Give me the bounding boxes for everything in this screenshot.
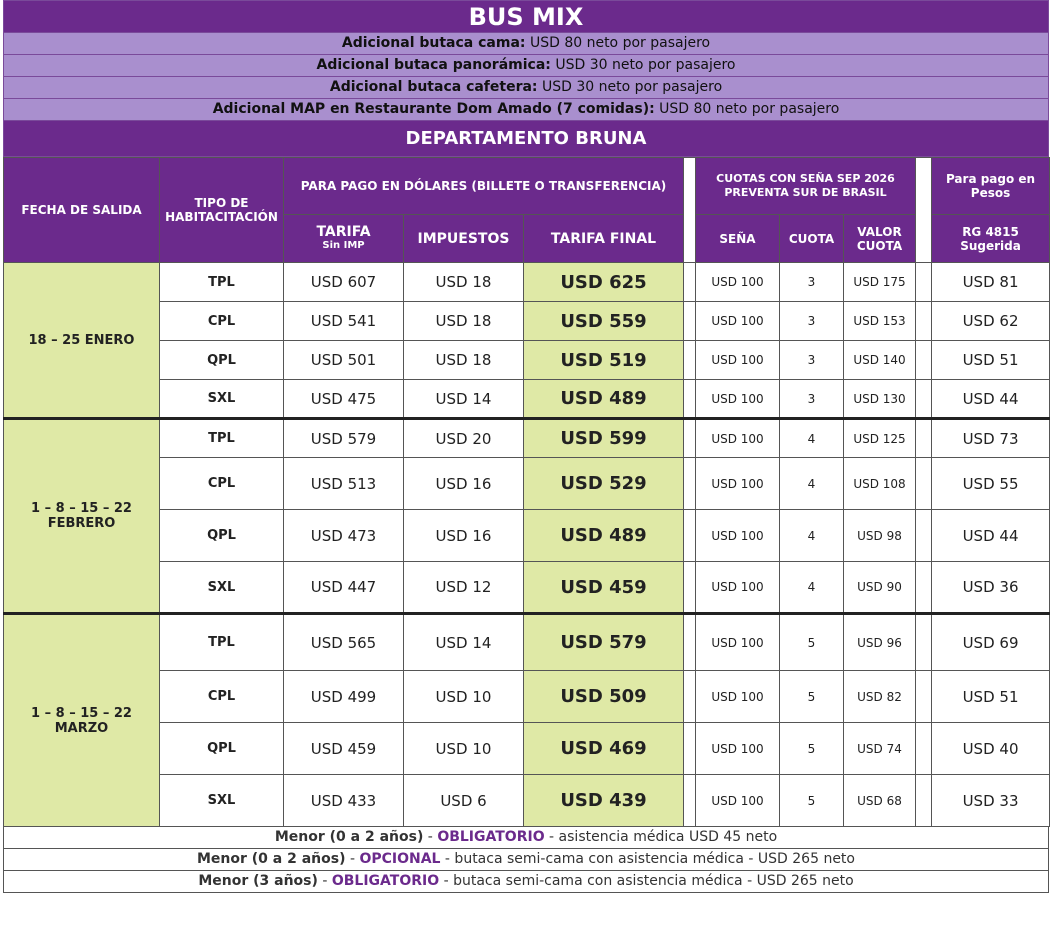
table-row bbox=[4, 671, 1050, 723]
room-type-cell: QPL bbox=[160, 341, 284, 380]
table-row bbox=[4, 723, 1050, 775]
tarifa-cell: USD 499 bbox=[284, 671, 404, 723]
tarifa-cell: USD 433 bbox=[284, 775, 404, 827]
valor-cuota-cell: USD 82 bbox=[844, 671, 916, 723]
rg-cell: USD 40 bbox=[932, 723, 1050, 775]
column-gap bbox=[916, 510, 932, 562]
addition-row bbox=[3, 77, 1049, 99]
footer-note bbox=[3, 871, 1049, 893]
header-installments-group: CUOTAS CON SEÑA SEP 2026 PREVENTA SUR DE BRASIL bbox=[696, 158, 916, 215]
addition-text: USD 30 neto por pasajero bbox=[555, 57, 736, 73]
table-row bbox=[4, 302, 1050, 341]
table-row bbox=[4, 510, 1050, 562]
cuota-cell: 3 bbox=[780, 263, 844, 302]
impuestos-cell: USD 18 bbox=[404, 341, 524, 380]
footer-note bbox=[3, 849, 1049, 871]
footer-note bbox=[3, 827, 1049, 849]
tarifa-cell: USD 565 bbox=[284, 614, 404, 671]
cuota-cell: 4 bbox=[780, 510, 844, 562]
tarifa-final-cell: USD 559 bbox=[524, 302, 684, 341]
column-gap bbox=[684, 562, 696, 614]
rg-cell: USD 62 bbox=[932, 302, 1050, 341]
price-body bbox=[4, 263, 1050, 827]
tarifa-final-cell: USD 489 bbox=[524, 510, 684, 562]
header-date: FECHA DE SALIDA bbox=[4, 158, 160, 263]
impuestos-cell: USD 16 bbox=[404, 458, 524, 510]
header-rg: RG 4815 Sugerida bbox=[932, 215, 1050, 263]
column-gap bbox=[916, 614, 932, 671]
impuestos-cell: USD 10 bbox=[404, 671, 524, 723]
impuestos-cell: USD 10 bbox=[404, 723, 524, 775]
tarifa-cell: USD 513 bbox=[284, 458, 404, 510]
column-gap bbox=[684, 302, 696, 341]
valor-cuota-cell: USD 96 bbox=[844, 614, 916, 671]
room-type-cell: TPL bbox=[160, 419, 284, 458]
table-row bbox=[4, 341, 1050, 380]
addition-text: USD 80 neto por pasajero bbox=[659, 101, 840, 117]
column-gap bbox=[916, 341, 932, 380]
valor-cuota-cell: USD 125 bbox=[844, 419, 916, 458]
sena-cell: USD 100 bbox=[696, 263, 780, 302]
tarifa-cell: USD 607 bbox=[284, 263, 404, 302]
column-gap bbox=[916, 302, 932, 341]
room-type-cell: SXL bbox=[160, 775, 284, 827]
tarifa-final-cell: USD 509 bbox=[524, 671, 684, 723]
valor-cuota-cell: USD 108 bbox=[844, 458, 916, 510]
sena-cell: USD 100 bbox=[696, 380, 780, 419]
sena-cell: USD 100 bbox=[696, 341, 780, 380]
tarifa-cell: USD 501 bbox=[284, 341, 404, 380]
table-row bbox=[4, 775, 1050, 827]
footer-flag: OBLIGATORIO bbox=[331, 873, 440, 889]
column-gap bbox=[916, 380, 932, 419]
column-gap bbox=[916, 562, 932, 614]
header-sena: SEÑA bbox=[696, 215, 780, 263]
tarifa-cell: USD 473 bbox=[284, 510, 404, 562]
footer-flag: OBLIGATORIO bbox=[437, 829, 545, 845]
table-row bbox=[4, 380, 1050, 419]
tarifa-cell: USD 475 bbox=[284, 380, 404, 419]
footer-label: Menor (0 a 2 años) bbox=[196, 851, 346, 867]
column-gap bbox=[684, 775, 696, 827]
addition-text: USD 30 neto por pasajero bbox=[542, 79, 723, 95]
impuestos-cell: USD 14 bbox=[404, 614, 524, 671]
table-row bbox=[4, 562, 1050, 614]
room-type-cell: SXL bbox=[160, 562, 284, 614]
tarifa-final-cell: USD 489 bbox=[524, 380, 684, 419]
header-tarifa-final: TARIFA FINAL bbox=[524, 215, 684, 263]
sena-cell: USD 100 bbox=[696, 614, 780, 671]
header-room: TIPO DE HABITACITACIÓN bbox=[160, 158, 284, 263]
valor-cuota-cell: USD 68 bbox=[844, 775, 916, 827]
addition-row bbox=[3, 33, 1049, 55]
room-type-cell: TPL bbox=[160, 263, 284, 302]
footer-sep: - bbox=[345, 851, 360, 867]
cuota-cell: 3 bbox=[780, 380, 844, 419]
header-dollars-group: PARA PAGO EN DÓLARES (BILLETE O TRANSFERENCIA) bbox=[284, 158, 684, 215]
room-type-cell: QPL bbox=[160, 723, 284, 775]
valor-cuota-cell: USD 74 bbox=[844, 723, 916, 775]
column-gap bbox=[684, 263, 696, 302]
footer-flag: OPCIONAL bbox=[359, 851, 441, 867]
cuota-cell: 5 bbox=[780, 614, 844, 671]
column-gap bbox=[684, 510, 696, 562]
tarifa-final-cell: USD 469 bbox=[524, 723, 684, 775]
footer-label: Menor (0 a 2 años) bbox=[274, 829, 424, 845]
rg-cell: USD 44 bbox=[932, 510, 1050, 562]
room-type-cell: CPL bbox=[160, 302, 284, 341]
column-gap bbox=[684, 723, 696, 775]
footer-text: - butaca semi-cama con asistencia médica - USD 265 neto bbox=[439, 873, 854, 889]
sena-cell: USD 100 bbox=[696, 510, 780, 562]
departure-date-cell: 1 – 8 – 15 – 22 MARZO bbox=[4, 614, 160, 827]
room-type-cell: CPL bbox=[160, 671, 284, 723]
tarifa-final-cell: USD 625 bbox=[524, 263, 684, 302]
price-sheet bbox=[3, 0, 1049, 893]
addition-label: Adicional MAP en Restaurante Dom Amado (7 comidas): bbox=[212, 101, 655, 117]
tarifa-cell: USD 447 bbox=[284, 562, 404, 614]
cuota-cell: 4 bbox=[780, 562, 844, 614]
rg-cell: USD 51 bbox=[932, 671, 1050, 723]
addition-row bbox=[3, 55, 1049, 77]
room-type-cell: TPL bbox=[160, 614, 284, 671]
impuestos-cell: USD 20 bbox=[404, 419, 524, 458]
rg-cell: USD 36 bbox=[932, 562, 1050, 614]
rg-cell: USD 51 bbox=[932, 341, 1050, 380]
valor-cuota-cell: USD 175 bbox=[844, 263, 916, 302]
addition-text: USD 80 neto por pasajero bbox=[529, 35, 711, 51]
table-row bbox=[4, 458, 1050, 510]
sena-cell: USD 100 bbox=[696, 562, 780, 614]
column-gap bbox=[916, 671, 932, 723]
impuestos-cell: USD 6 bbox=[404, 775, 524, 827]
departure-date-cell: 18 – 25 ENERO bbox=[4, 263, 160, 419]
tarifa-cell: USD 541 bbox=[284, 302, 404, 341]
rg-cell: USD 73 bbox=[932, 419, 1050, 458]
header-tarifa-label: TARIFA bbox=[316, 223, 371, 240]
cuota-cell: 4 bbox=[780, 419, 844, 458]
rg-cell: USD 81 bbox=[932, 263, 1050, 302]
addition-row bbox=[3, 99, 1049, 121]
column-gap bbox=[684, 458, 696, 510]
header-pesos-group: Para pago en Pesos bbox=[932, 158, 1050, 215]
valor-cuota-cell: USD 130 bbox=[844, 380, 916, 419]
table-row bbox=[4, 614, 1050, 671]
footer-sep: - bbox=[423, 829, 438, 845]
table-row bbox=[4, 419, 1050, 458]
tarifa-final-cell: USD 579 bbox=[524, 614, 684, 671]
column-gap bbox=[684, 341, 696, 380]
rg-cell: USD 44 bbox=[932, 380, 1050, 419]
cuota-cell: 5 bbox=[780, 671, 844, 723]
header-tarifa bbox=[284, 215, 404, 263]
rg-cell: USD 55 bbox=[932, 458, 1050, 510]
column-gap bbox=[684, 671, 696, 723]
addition-label: Adicional butaca cama: bbox=[341, 35, 526, 51]
column-gap bbox=[684, 380, 696, 419]
tarifa-final-cell: USD 439 bbox=[524, 775, 684, 827]
valor-cuota-cell: USD 98 bbox=[844, 510, 916, 562]
header-impuestos: IMPUESTOS bbox=[404, 215, 524, 263]
addition-label: Adicional butaca panorámica: bbox=[316, 57, 551, 73]
impuestos-cell: USD 18 bbox=[404, 263, 524, 302]
header-valor-cuota: VALOR CUOTA bbox=[844, 215, 916, 263]
footer-sep: - bbox=[317, 873, 332, 889]
room-type-cell: CPL bbox=[160, 458, 284, 510]
sena-cell: USD 100 bbox=[696, 302, 780, 341]
rg-cell: USD 69 bbox=[932, 614, 1050, 671]
header-tarifa-sub: Sin IMP bbox=[322, 239, 365, 251]
tarifa-cell: USD 579 bbox=[284, 419, 404, 458]
footer-text: - butaca semi-cama con asistencia médica - USD 265 neto bbox=[440, 851, 855, 867]
tarifa-final-cell: USD 529 bbox=[524, 458, 684, 510]
price-table bbox=[3, 157, 1050, 827]
column-gap bbox=[684, 158, 696, 263]
column-gap bbox=[916, 158, 932, 263]
impuestos-cell: USD 16 bbox=[404, 510, 524, 562]
page-title: BUS MIX bbox=[3, 0, 1049, 33]
column-gap bbox=[684, 614, 696, 671]
room-type-cell: QPL bbox=[160, 510, 284, 562]
departure-date-cell: 1 – 8 – 15 – 22 FEBRERO bbox=[4, 419, 160, 614]
footer-label: Menor (3 años) bbox=[198, 873, 318, 889]
cuota-cell: 3 bbox=[780, 341, 844, 380]
department-title: DEPARTAMENTO BRUNA bbox=[3, 121, 1049, 157]
column-gap bbox=[916, 263, 932, 302]
impuestos-cell: USD 14 bbox=[404, 380, 524, 419]
column-gap bbox=[684, 419, 696, 458]
sena-cell: USD 100 bbox=[696, 419, 780, 458]
header-cuota: CUOTA bbox=[780, 215, 844, 263]
valor-cuota-cell: USD 90 bbox=[844, 562, 916, 614]
impuestos-cell: USD 18 bbox=[404, 302, 524, 341]
tarifa-final-cell: USD 459 bbox=[524, 562, 684, 614]
cuota-cell: 3 bbox=[780, 302, 844, 341]
tarifa-final-cell: USD 519 bbox=[524, 341, 684, 380]
impuestos-cell: USD 12 bbox=[404, 562, 524, 614]
tarifa-cell: USD 459 bbox=[284, 723, 404, 775]
column-gap bbox=[916, 723, 932, 775]
cuota-cell: 4 bbox=[780, 458, 844, 510]
sena-cell: USD 100 bbox=[696, 723, 780, 775]
rg-cell: USD 33 bbox=[932, 775, 1050, 827]
valor-cuota-cell: USD 140 bbox=[844, 341, 916, 380]
sena-cell: USD 100 bbox=[696, 671, 780, 723]
column-gap bbox=[916, 419, 932, 458]
column-gap bbox=[916, 775, 932, 827]
cuota-cell: 5 bbox=[780, 775, 844, 827]
valor-cuota-cell: USD 153 bbox=[844, 302, 916, 341]
room-type-cell: SXL bbox=[160, 380, 284, 419]
addition-label: Adicional butaca cafetera: bbox=[329, 79, 538, 95]
sena-cell: USD 100 bbox=[696, 775, 780, 827]
table-row bbox=[4, 263, 1050, 302]
cuota-cell: 5 bbox=[780, 723, 844, 775]
tarifa-final-cell: USD 599 bbox=[524, 419, 684, 458]
column-gap bbox=[916, 458, 932, 510]
sena-cell: USD 100 bbox=[696, 458, 780, 510]
footer-text: - asistencia médica USD 45 neto bbox=[544, 829, 778, 845]
